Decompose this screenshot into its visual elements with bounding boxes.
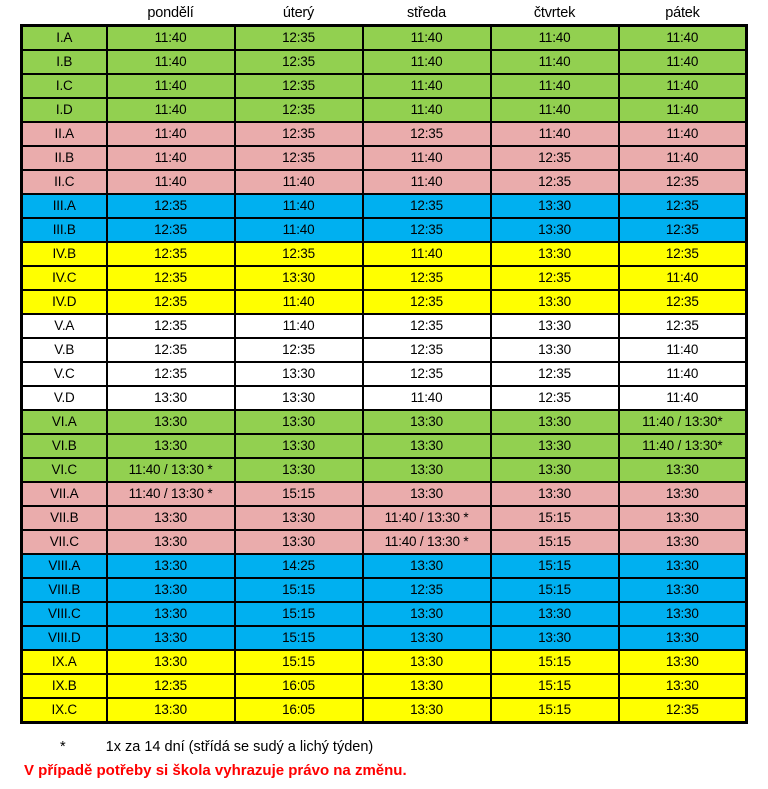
time-cell: 11:40 [363, 74, 491, 98]
table-row [22, 506, 747, 530]
time-cell: 11:40 [107, 50, 235, 74]
time-cell: 13:30 [619, 530, 747, 554]
time-cell: 15:15 [491, 674, 619, 698]
day-header: čtvrtek [491, 2, 619, 26]
departure-timetable [20, 2, 748, 724]
time-cell: 11:40 [107, 98, 235, 122]
time-cell: 13:30 [619, 554, 747, 578]
time-cell: 11:40 [619, 146, 747, 170]
time-cell: 15:15 [491, 530, 619, 554]
time-cell: 11:40 [491, 98, 619, 122]
time-cell: 12:35 [491, 386, 619, 410]
time-cell: 11:40 [107, 74, 235, 98]
table-row [22, 578, 747, 602]
time-cell: 11:40 / 13:30 * [363, 506, 491, 530]
time-cell: 11:40 [363, 146, 491, 170]
time-cell: 13:30 [107, 434, 235, 458]
timetable-body [22, 26, 747, 723]
time-cell: 11:40 [363, 98, 491, 122]
time-cell: 13:30 [235, 266, 363, 290]
time-cell: 12:35 [363, 578, 491, 602]
time-cell: 13:30 [107, 386, 235, 410]
time-cell: 12:35 [107, 362, 235, 386]
class-cell: III.A [22, 194, 107, 218]
time-cell: 12:35 [619, 170, 747, 194]
day-header: úterý [235, 2, 363, 26]
time-cell: 13:30 [107, 410, 235, 434]
time-cell: 12:35 [363, 290, 491, 314]
time-cell: 11:40 [619, 266, 747, 290]
time-cell: 13:30 [491, 602, 619, 626]
class-cell: VI.C [22, 458, 107, 482]
class-cell: IX.B [22, 674, 107, 698]
table-row [22, 650, 747, 674]
time-cell: 11:40 [363, 242, 491, 266]
time-cell: 11:40 [363, 50, 491, 74]
time-cell: 13:30 [619, 650, 747, 674]
class-cell: VIII.D [22, 626, 107, 650]
time-cell: 13:30 [363, 674, 491, 698]
time-cell: 15:15 [235, 650, 363, 674]
class-cell: V.C [22, 362, 107, 386]
time-cell: 11:40 / 13:30 * [107, 458, 235, 482]
table-row [22, 530, 747, 554]
table-row [22, 122, 747, 146]
time-cell: 13:30 [235, 530, 363, 554]
time-cell: 11:40 [619, 98, 747, 122]
table-row [22, 410, 747, 434]
header-row [22, 2, 747, 26]
table-row [22, 98, 747, 122]
time-cell: 13:30 [491, 242, 619, 266]
table-row [22, 242, 747, 266]
table-row [22, 602, 747, 626]
time-cell: 16:05 [235, 674, 363, 698]
time-cell: 11:40 / 13:30* [619, 410, 747, 434]
time-cell: 13:30 [491, 218, 619, 242]
time-cell: 12:35 [619, 698, 747, 723]
time-cell: 12:35 [235, 146, 363, 170]
time-cell: 15:15 [235, 602, 363, 626]
table-row [22, 266, 747, 290]
table-row [22, 554, 747, 578]
time-cell: 11:40 [363, 386, 491, 410]
time-cell: 15:15 [235, 578, 363, 602]
class-cell: I.A [22, 26, 107, 51]
time-cell: 13:30 [235, 362, 363, 386]
time-cell: 12:35 [363, 266, 491, 290]
change-notice: V případě potřeby si škola vyhrazuje právo na změnu. [24, 762, 407, 779]
class-cell: VIII.C [22, 602, 107, 626]
class-cell: I.B [22, 50, 107, 74]
time-cell: 12:35 [107, 314, 235, 338]
time-cell: 11:40 [235, 290, 363, 314]
time-cell: 13:30 [491, 482, 619, 506]
time-cell: 11:40 / 13:30* [619, 434, 747, 458]
class-cell: II.B [22, 146, 107, 170]
class-cell: VIII.A [22, 554, 107, 578]
time-cell: 13:30 [363, 650, 491, 674]
time-cell: 15:15 [235, 482, 363, 506]
time-cell: 12:35 [491, 266, 619, 290]
table-row [22, 170, 747, 194]
time-cell: 11:40 [619, 26, 747, 51]
class-cell: VII.C [22, 530, 107, 554]
time-cell: 12:35 [363, 122, 491, 146]
time-cell: 13:30 [235, 506, 363, 530]
table-row [22, 218, 747, 242]
class-cell: VIII.B [22, 578, 107, 602]
time-cell: 13:30 [107, 578, 235, 602]
time-cell: 13:30 [363, 434, 491, 458]
time-cell: 13:30 [491, 194, 619, 218]
time-cell: 12:35 [107, 338, 235, 362]
time-cell: 13:30 [619, 602, 747, 626]
day-header: pátek [619, 2, 747, 26]
class-cell: II.C [22, 170, 107, 194]
time-cell: 12:35 [619, 242, 747, 266]
time-cell: 13:30 [491, 314, 619, 338]
class-cell: I.D [22, 98, 107, 122]
class-cell: IV.D [22, 290, 107, 314]
time-cell: 13:30 [107, 602, 235, 626]
class-cell: V.D [22, 386, 107, 410]
class-cell: VII.B [22, 506, 107, 530]
time-cell: 13:30 [619, 482, 747, 506]
time-cell: 12:35 [235, 122, 363, 146]
time-cell: 13:30 [619, 674, 747, 698]
class-cell: VI.A [22, 410, 107, 434]
class-cell: IX.C [22, 698, 107, 723]
time-cell: 13:30 [363, 698, 491, 723]
time-cell: 12:35 [235, 338, 363, 362]
class-cell: I.C [22, 74, 107, 98]
time-cell: 13:30 [235, 434, 363, 458]
time-cell: 11:40 [491, 74, 619, 98]
time-cell: 12:35 [107, 194, 235, 218]
time-cell: 12:35 [491, 362, 619, 386]
time-cell: 15:15 [491, 506, 619, 530]
table-row [22, 674, 747, 698]
time-cell: 11:40 [491, 122, 619, 146]
time-cell: 13:30 [491, 410, 619, 434]
class-cell: IX.A [22, 650, 107, 674]
table-row [22, 74, 747, 98]
table-row [22, 698, 747, 723]
time-cell: 12:35 [363, 338, 491, 362]
time-cell: 13:30 [363, 410, 491, 434]
time-cell: 11:40 [107, 146, 235, 170]
time-cell: 11:40 [107, 26, 235, 51]
time-cell: 12:35 [107, 290, 235, 314]
day-header: středa [363, 2, 491, 26]
asterisk-footnote-text: 1x za 14 dní (střídá se sudý a lichý týden) [105, 739, 374, 755]
time-cell: 12:35 [619, 290, 747, 314]
class-cell: IV.C [22, 266, 107, 290]
time-cell: 12:35 [363, 362, 491, 386]
time-cell: 12:35 [235, 242, 363, 266]
time-cell: 11:40 [107, 122, 235, 146]
time-cell: 15:15 [235, 626, 363, 650]
time-cell: 12:35 [363, 194, 491, 218]
time-cell: 15:15 [491, 650, 619, 674]
time-cell: 12:35 [107, 674, 235, 698]
time-cell: 13:30 [235, 458, 363, 482]
time-cell: 13:30 [107, 650, 235, 674]
table-row [22, 482, 747, 506]
time-cell: 13:30 [107, 698, 235, 723]
table-row [22, 194, 747, 218]
time-cell: 11:40 [619, 122, 747, 146]
day-header: pondělí [107, 2, 235, 26]
time-cell: 12:35 [619, 314, 747, 338]
time-cell: 11:40 [619, 74, 747, 98]
time-cell: 12:35 [235, 26, 363, 51]
time-cell: 11:40 [619, 386, 747, 410]
table-row [22, 626, 747, 650]
time-cell: 13:30 [363, 602, 491, 626]
table-row [22, 458, 747, 482]
time-cell: 12:35 [107, 242, 235, 266]
time-cell: 13:30 [363, 554, 491, 578]
time-cell: 11:40 [363, 26, 491, 51]
time-cell: 13:30 [491, 290, 619, 314]
time-cell: 12:35 [619, 194, 747, 218]
asterisk-symbol: * [60, 739, 66, 755]
time-cell: 13:30 [491, 434, 619, 458]
time-cell: 15:15 [491, 554, 619, 578]
table-row [22, 50, 747, 74]
time-cell: 11:40 [107, 170, 235, 194]
time-cell: 12:35 [235, 98, 363, 122]
time-cell: 13:30 [619, 626, 747, 650]
time-cell: 13:30 [107, 554, 235, 578]
time-cell: 12:35 [107, 266, 235, 290]
time-cell: 11:40 [619, 362, 747, 386]
table-row [22, 146, 747, 170]
table-row [22, 434, 747, 458]
time-cell: 13:30 [491, 626, 619, 650]
table-row [22, 26, 747, 51]
table-row [22, 386, 747, 410]
time-cell: 13:30 [619, 458, 747, 482]
time-cell: 13:30 [491, 458, 619, 482]
time-cell: 15:15 [491, 578, 619, 602]
time-cell: 11:40 [491, 26, 619, 51]
time-cell: 12:35 [363, 218, 491, 242]
class-cell: II.A [22, 122, 107, 146]
time-cell: 12:35 [107, 218, 235, 242]
time-cell: 11:40 [235, 194, 363, 218]
time-cell: 12:35 [491, 170, 619, 194]
time-cell: 13:30 [235, 386, 363, 410]
time-cell: 11:40 [235, 218, 363, 242]
time-cell: 11:40 [235, 170, 363, 194]
class-cell: V.B [22, 338, 107, 362]
time-cell: 11:40 [363, 170, 491, 194]
time-cell: 11:40 [619, 50, 747, 74]
time-cell: 11:40 [235, 314, 363, 338]
asterisk-footnote [20, 739, 768, 755]
time-cell: 13:30 [107, 530, 235, 554]
class-cell: V.A [22, 314, 107, 338]
table-row [22, 290, 747, 314]
table-row [22, 314, 747, 338]
time-cell: 13:30 [235, 410, 363, 434]
time-cell: 12:35 [491, 146, 619, 170]
class-cell: III.B [22, 218, 107, 242]
time-cell: 15:15 [491, 698, 619, 723]
time-cell: 13:30 [363, 626, 491, 650]
time-cell: 11:40 [491, 50, 619, 74]
time-cell: 13:30 [619, 578, 747, 602]
time-cell: 11:40 [619, 338, 747, 362]
table-row [22, 338, 747, 362]
time-cell: 11:40 / 13:30 * [107, 482, 235, 506]
time-cell: 13:30 [107, 626, 235, 650]
time-cell: 12:35 [235, 50, 363, 74]
table-row [22, 362, 747, 386]
time-cell: 12:35 [235, 74, 363, 98]
time-cell: 14:25 [235, 554, 363, 578]
time-cell: 12:35 [363, 314, 491, 338]
corner-cell [22, 2, 107, 26]
timetable-header [22, 2, 747, 26]
class-cell: VII.A [22, 482, 107, 506]
time-cell: 13:30 [619, 506, 747, 530]
time-cell: 13:30 [363, 458, 491, 482]
time-cell: 13:30 [491, 338, 619, 362]
class-cell: VI.B [22, 434, 107, 458]
class-cell: IV.B [22, 242, 107, 266]
time-cell: 12:35 [619, 218, 747, 242]
time-cell: 11:40 / 13:30 * [363, 530, 491, 554]
time-cell: 13:30 [107, 506, 235, 530]
time-cell: 13:30 [363, 482, 491, 506]
time-cell: 16:05 [235, 698, 363, 723]
